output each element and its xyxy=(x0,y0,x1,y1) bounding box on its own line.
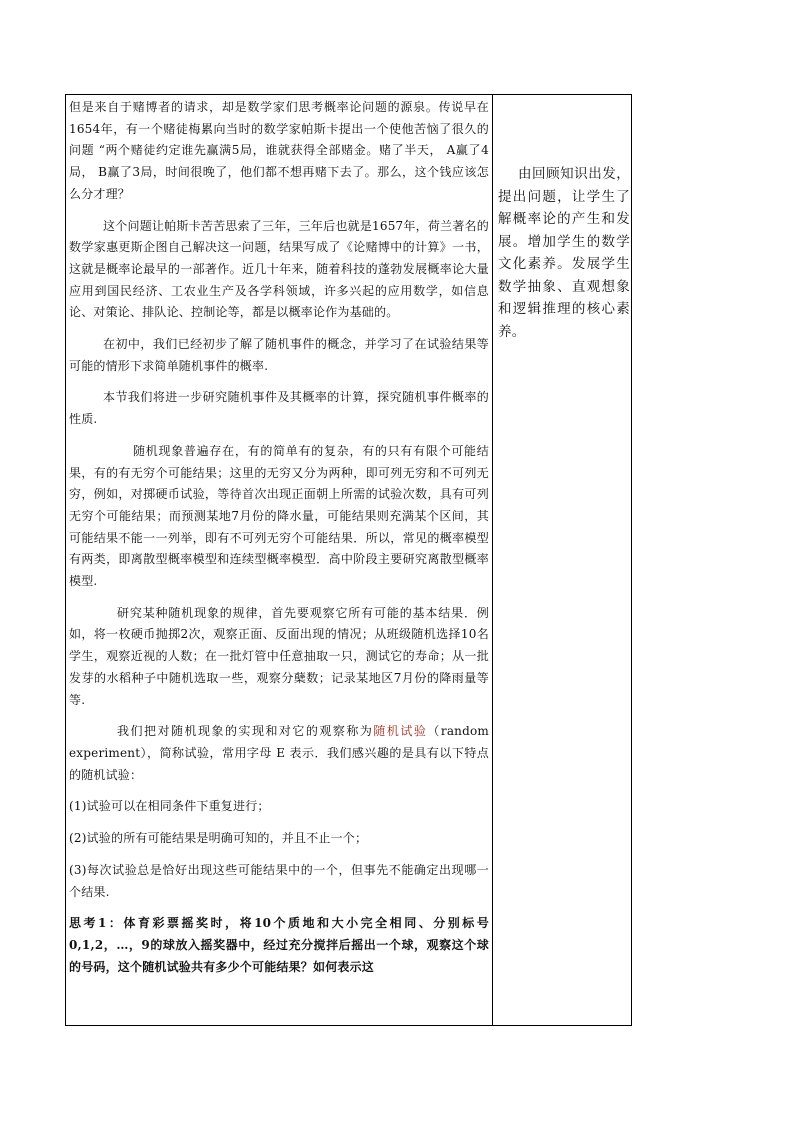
term-random-experiment: 随机试验 xyxy=(373,724,428,739)
design-intent-note: 由回顾知识出发，提出问题，让学生了解概率论的产生和发展。增加学生的数学文化素养。发展学生数学抽象、直观想象和逻辑推理的核心素养。 xyxy=(498,166,630,340)
condition-1: (1)试验可以在相同条件下重复进行； xyxy=(69,799,270,814)
lesson-table xyxy=(65,94,632,1026)
condition-3: (3)每次试验总是恰好出现这些可能结果中的一个，但事先不能确定出现哪一个结果. xyxy=(69,862,489,899)
paragraph-random-phenomena: 随机现象普遍存在，有的简单有的复杂，有的只有有限个可能结果，有的有无穷个可能结果；这里的无穷又分为两种，即可列无穷和不可列无穷，例如，对掷硬币试验，等待首次出现正面朝上所需的试验次数，具有可列无穷个可能结果；而预测某地7月份的降水量，可能结果则充满某个区间，其可能结果不能一一列举，即有不可列无穷个可能结果．所以，常见的概率模型有两类，即离散型概率模型和连续型概率模型．高中阶段主要研究离散型概率模型. xyxy=(69,443,489,589)
column-divider xyxy=(492,95,493,1025)
paragraph-junior-review: 在初中，我们已经初步了解了随机事件的概念，并学习了在试验结果等可能的情形下求简单随机事件的概率. xyxy=(69,337,489,373)
paragraph-section-goal: 本节我们将进一步研究随机事件及其概率的计算，探究随机事件概率的性质. xyxy=(69,390,489,427)
condition-2: (2)试验的所有可能结果是明确可知的，并且不止一个； xyxy=(69,831,368,846)
design-intent-cell xyxy=(498,163,630,343)
content-cell xyxy=(66,95,492,978)
paragraph-history: 但是来自于赌博者的请求，却是数学家们思考概率论问题的源泉。传说早在1654年，有一个赌徒梅累向当时的数学家帕斯卡提出一个使他苦恼了很久的问题 “两个赌徒约定谁先赢满5局，谁就获得全部赌金。赌了半天， A赢了4局， B赢了3局，时间很晚了，他们都不想再赌下去了。那么，这个钱应该怎么分才理？ xyxy=(69,100,489,201)
paragraph-observation: 研究某种随机现象的规律，首先要观察它所有可能的基本结果．例如，将一枚硬币抛掷2次，观察正面、反面出现的情况；从班级随机选择10名学生，观察近视的人数；在一批灯管中任意抽取一只，测试它的寿命；从一批发芽的水稻种子中随机选取一些，观察分蘖数；记录某地区7月份的降雨量等等. xyxy=(69,605,489,707)
think-question-1: 思考1：体育彩票摇奖时，将10个质地和大小完全相同、分别标号0,1,2，…，9的球放入摇奖器中，经过充分搅拌后摇出一个球，观察这个球的号码，这个随机试验共有多少个可能结果？如何表示这 xyxy=(69,916,489,974)
paragraph-huygens: 这个问题让帕斯卡苦苦思索了三年，三年后也就是1657年，荷兰著名的数学家惠更斯企图自己解决这一问题，结果写成了《论赌博中的计算》一书，这就是概率论最早的一部著作。近几十年来，随着科技的蓬勃发展概率论大量应用到国民经济、工农业生产及各学科领域，许多兴起的应用数学，如信息论、对策论、排队论、控制论等，都是以概率论作为基础的。 xyxy=(69,218,489,320)
paragraph-random-experiment: 我们把对随机现象的实现和对它的观察称为随机试验（random experiment），简称试验，常用字母 E 表示．我们感兴趣的是具有以下特点的随机试验： xyxy=(69,724,489,782)
